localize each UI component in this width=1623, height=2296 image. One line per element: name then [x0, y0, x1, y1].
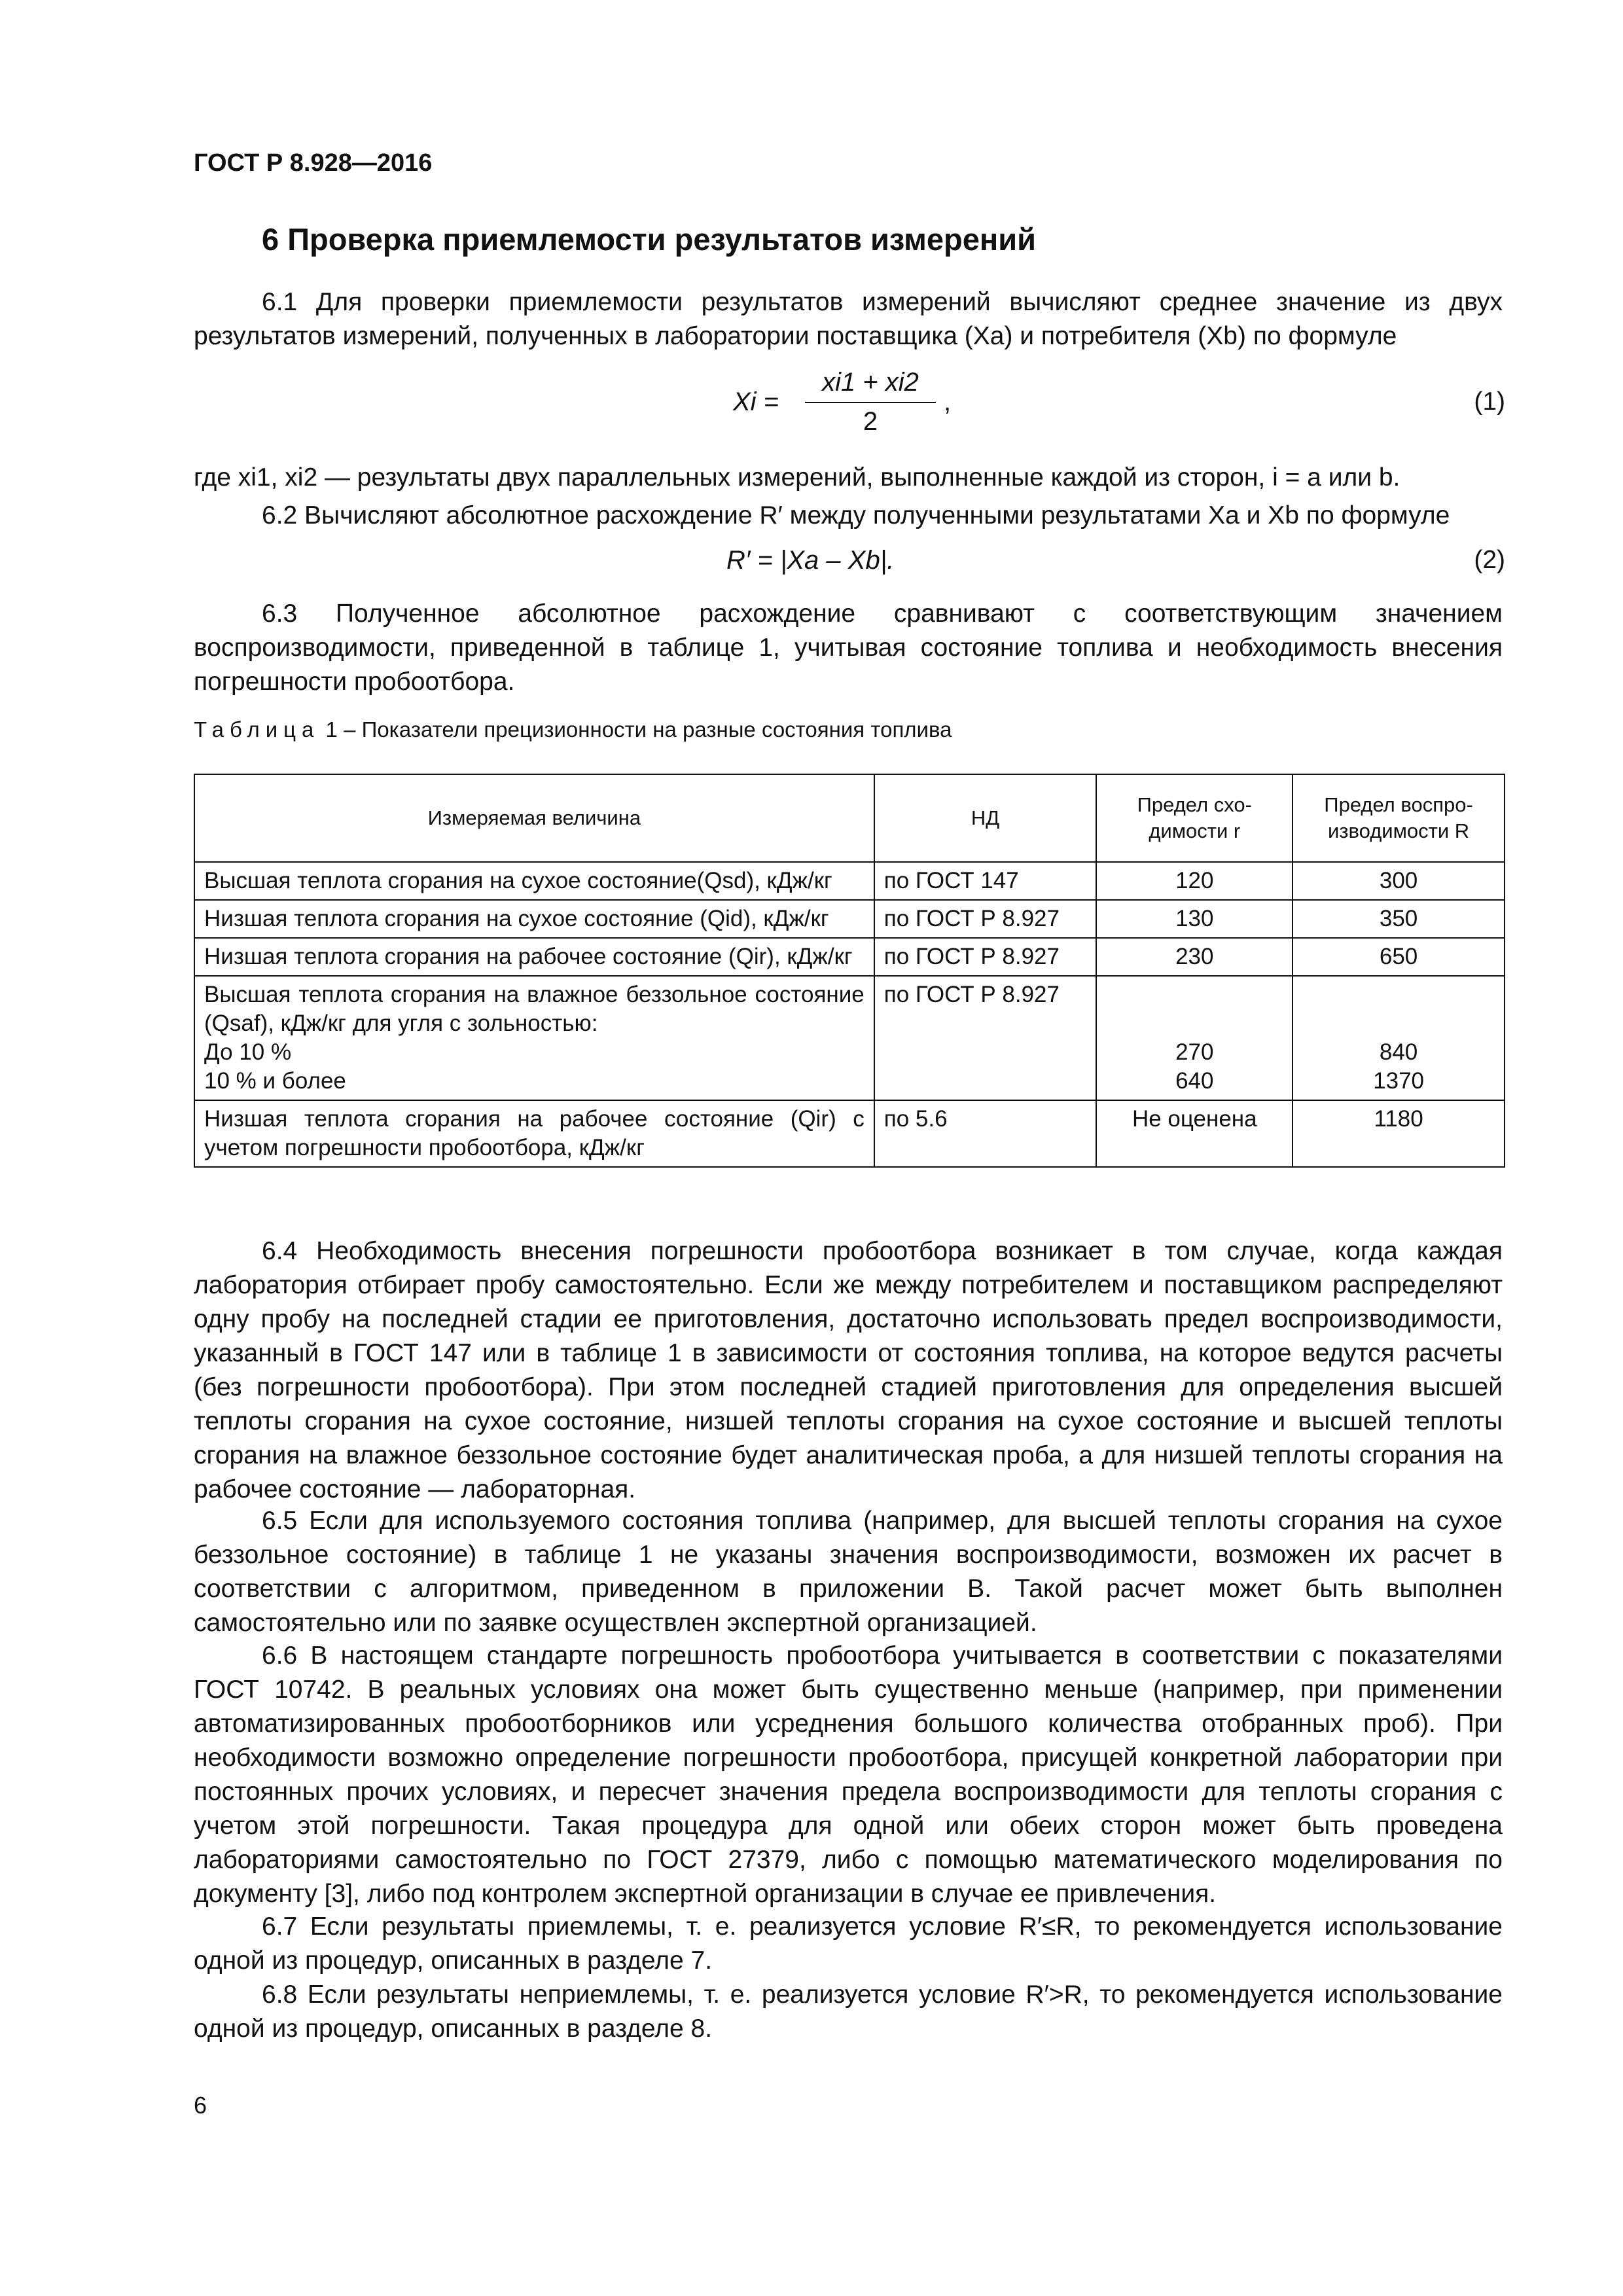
cell-r: 120 — [1096, 862, 1293, 900]
formula-1-lhs: Xi = — [733, 387, 779, 416]
cell-R-1: 840 — [1379, 1039, 1418, 1065]
paragraph-6-4: 6.4 Необходимость внесения погрешности пробоотбора возникает в том случае, когда каждая лаборатория отбирает пробу самостоятельно. Если же между потребителем и поставщиком распределяют одну пробу на последней стадии ее приготовления, достаточно использовать предел воспроизводимости, указанный в ГОСТ 147 или в таблице 1 в зависимости от состояния топлива, на которое ведутся расчеты (без погрешности пробоотбора). При этом последней стадией приготовления для определения высшей теплоты сгорания на сухое состояние, низшей теплоты сгорания на сухое состояние и высшей теплоты сгорания на влажное беззольное состояние будет аналитическая проба, а для низшей теплоты сгорания на рабочее состояние — лабораторная. — [194, 1237, 1503, 1503]
cell-r — [1096, 976, 1293, 1100]
table-row — [194, 900, 1505, 938]
cell-nd: по ГОСТ Р 8.927 — [874, 938, 1097, 976]
cell-r: 230 — [1096, 938, 1293, 976]
cell-R — [1293, 976, 1505, 1100]
cell-r: 130 — [1096, 900, 1293, 938]
header-reproducibility: Предел воспро-изводимости R — [1293, 774, 1505, 862]
paragraph-6-5: 6.5 Если для используемого состояния топлива (например, для высшей теплоты сгорания на сухое беззольное состояние) в таблице 1 не указаны значения воспроизводимости, возможен их расчет в соответствии с алгоритмом, приведенном в приложении В. Такой расчет может быть выполнен самостоятельно или по заявке осуществлен экспертной организацией. — [194, 1507, 1503, 1637]
cell-nd: по ГОСТ 147 — [874, 862, 1097, 900]
table-caption-text: 1 – Показатели прецизионности на разные состояния топлива — [319, 717, 952, 742]
page-number: 6 — [194, 2092, 207, 2119]
table-header-row — [194, 774, 1505, 862]
table-row — [194, 1100, 1505, 1167]
cell-nd: по ГОСТ Р 8.927 — [874, 976, 1097, 1100]
paragraph-6-3: 6.3 Полученное абсолютное расхождение сравнивают с соответствующим значением воспроизводимости, приведенной в таблице 1, учитывая состояние топлива и необходимость внесения погрешности пробоотбора. — [194, 600, 1503, 696]
ash-level-1: До 10 % — [204, 1039, 292, 1065]
cell-R-2: 1370 — [1373, 1068, 1425, 1094]
formula-2: R′ = |Xa – Xb|. — [726, 546, 895, 575]
cell-R: 1180 — [1293, 1100, 1505, 1167]
ash-level-2: 10 % и более — [204, 1068, 346, 1094]
header-nd: НД — [874, 774, 1097, 862]
paragraph-6-1: 6.1 Для проверки приемлемости результатов измерений вычисляют среднее значение из двух результатов измерений, полученных в лаборатории поставщика (Xa) и потребителя (Xb) по формуле — [194, 288, 1503, 350]
cell-R: 300 — [1293, 862, 1505, 900]
table-row — [194, 938, 1505, 976]
formula-1-comma: , — [944, 387, 952, 416]
paragraph-6-8: 6.8 Если результаты неприемлемы, т. е. реализуется условие R′>R, то рекомендуется использование одной из процедур, описанных в разделе 8. — [194, 1981, 1503, 2043]
document-header: ГОСТ Р 8.928—2016 — [194, 149, 433, 177]
paragraph-6-7: 6.7 Если результаты приемлемы, т. е. реализуется условие R′≤R, то рекомендуется использование одной из процедур, описанных в разделе 7. — [194, 1912, 1503, 1975]
table-caption-label: Таблица — [194, 717, 320, 742]
table-row — [194, 862, 1505, 900]
cell-r-2: 640 — [1175, 1068, 1214, 1094]
section-title: 6 Проверка приемлемости результатов измерений — [262, 222, 1037, 257]
cell-R: 650 — [1293, 938, 1505, 976]
cell-quantity — [194, 976, 874, 1100]
cell-r-1: 270 — [1175, 1039, 1214, 1065]
cell-quantity: Низшая теплота сгорания на сухое состояние (Qid), кДж/кг — [194, 900, 874, 938]
fraction-bar — [805, 402, 936, 403]
cell-quantity: Низшая теплота сгорания на рабочее состояние (Qir) с учетом погрешности пробоотбора, кДж/кг — [194, 1100, 874, 1167]
header-repeatability: Предел схо-димости r — [1096, 774, 1293, 862]
equation-number-1: (1) — [1474, 387, 1505, 416]
cell-nd: по 5.6 — [874, 1100, 1097, 1167]
cell-R: 350 — [1293, 900, 1505, 938]
cell-quantity-text: Высшая теплота сгорания на влажное беззольное состояние (Qsaf), кДж/кг для угля с зольностью: — [204, 982, 865, 1036]
table-row — [194, 976, 1505, 1100]
equation-number-2: (2) — [1474, 546, 1505, 574]
table-caption — [194, 717, 952, 742]
formula-1-denominator: 2 — [863, 407, 878, 436]
cell-quantity: Высшая теплота сгорания на сухое состояние(Qsd), кДж/кг — [194, 862, 874, 900]
paragraph-6-6: 6.6 В настоящем стандарте погрешность пробоотбора учитывается в соответствии с показателями ГОСТ 10742. В реальных условиях она может быть существенно меньше (например, при применении автоматизированных пробоотборников или усреднения большого количества отобранных проб). При необходимости возможно определение погрешности пробоотбора, присущей конкретной лаборатории при постоянных прочих условиях, и пересчет значения предела воспроизводимости для теплоты сгорания с учетом этой погрешности. Такая процедура для одной или обеих сторон может быть проведена лабораториями самостоятельно по ГОСТ 27379, либо с помощью математического моделирования по документу [3], либо под контролем экспертной организации в случае ее привлечения. — [194, 1641, 1503, 1908]
header-quantity: Измеряемая величина — [194, 774, 874, 862]
where-line: где xi1, xi2 — результаты двух параллельных измерений, выполненные каждой из сторон, i = a или b. — [194, 463, 1400, 492]
formula-1-numerator: xi1 + xi2 — [822, 368, 919, 397]
cell-nd: по ГОСТ Р 8.927 — [874, 900, 1097, 938]
paragraph-6-2: 6.2 Вычисляют абсолютное расхождение R′ между полученными результатами Xa и Xb по формуле — [262, 501, 1450, 529]
cell-r: Не оценена — [1096, 1100, 1293, 1167]
precision-table — [194, 774, 1505, 1168]
cell-quantity: Низшая теплота сгорания на рабочее состояние (Qir), кДж/кг — [194, 938, 874, 976]
